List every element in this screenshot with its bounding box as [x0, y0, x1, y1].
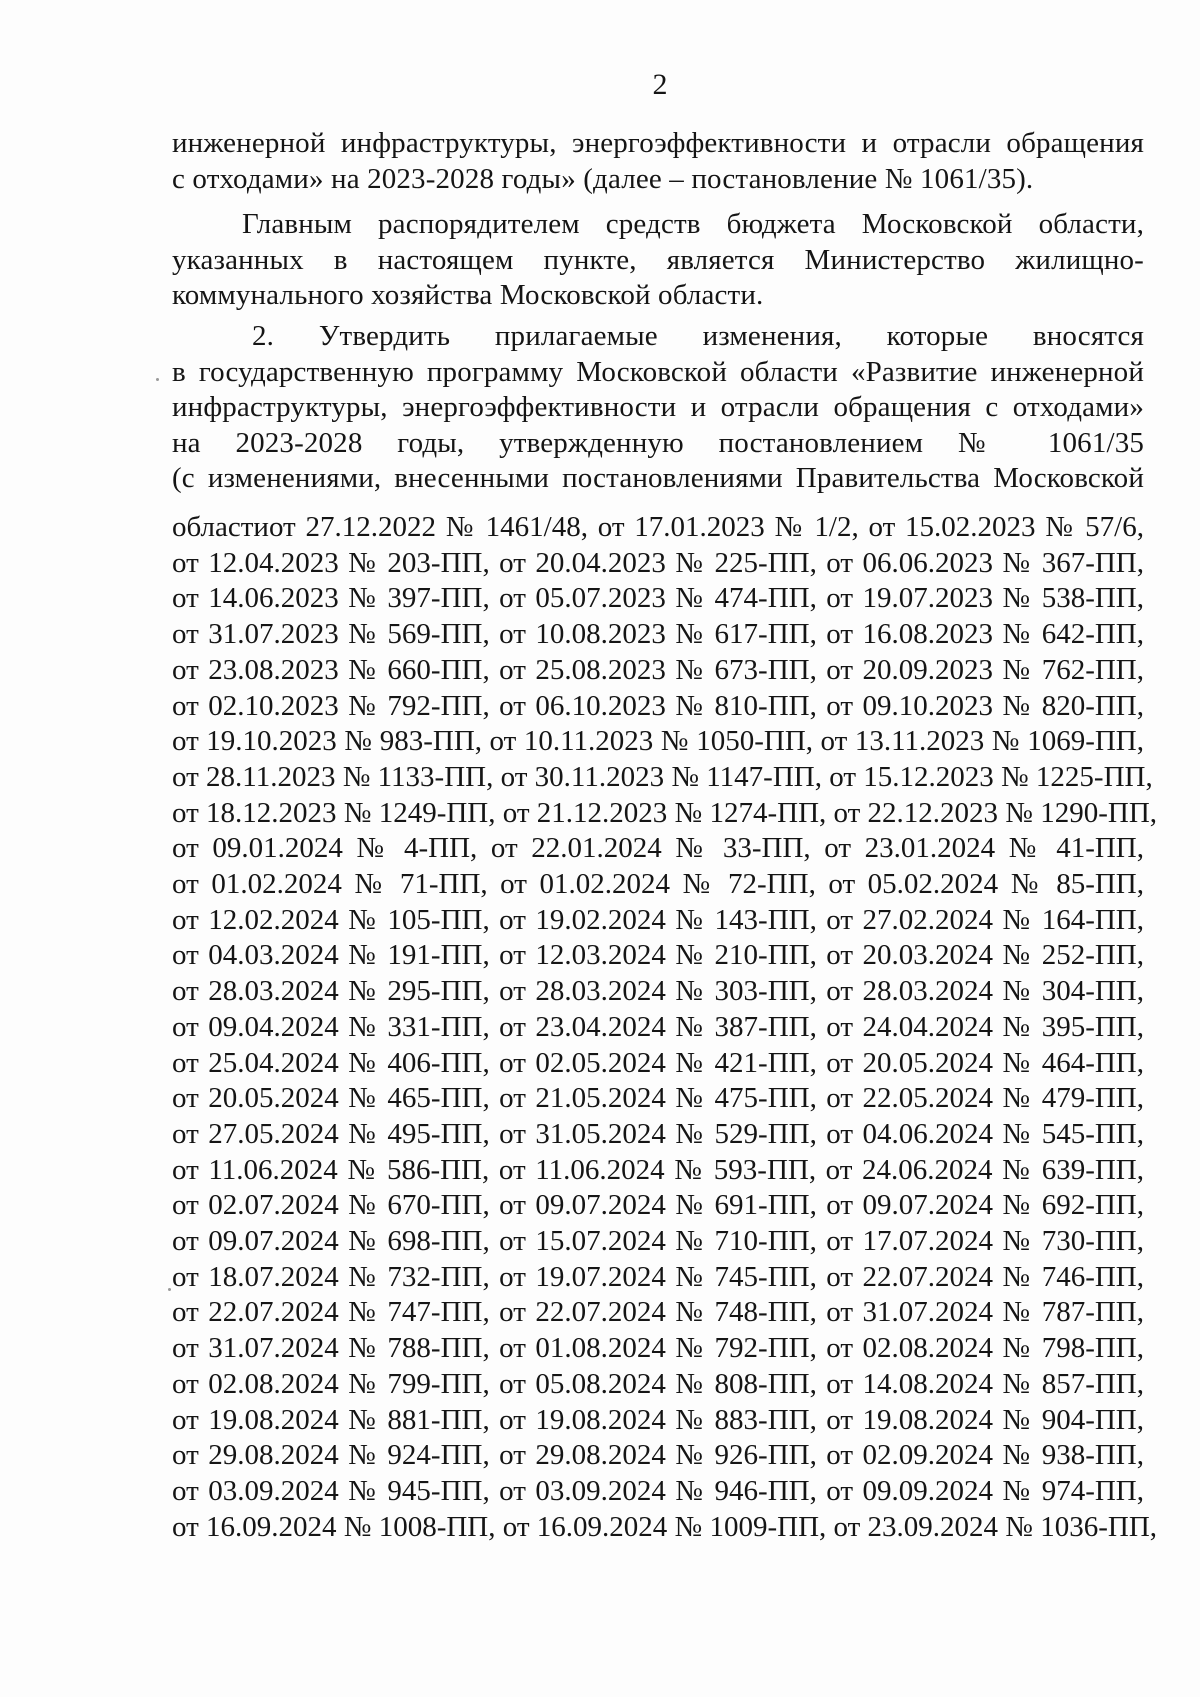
amendment-line: от 28.11.2023 № 1133-ПП, от 30.11.2023 № 1147-ПП, от 15.12.2023 № 1225-ПП, [172, 760, 1153, 793]
amendment-line: от 27.05.2024 № 495-ПП, от 31.05.2024 № 529-ПП, от 04.06.2024 № 545-ПП, [172, 1117, 1144, 1150]
paragraph-line: 2. Утвердить прилагаемые изменения, которые вносятся [252, 320, 1144, 352]
amendment-line: от 31.07.2023 № 569-ПП, от 10.08.2023 № 617-ПП, от 16.08.2023 № 642-ПП, [172, 618, 1144, 651]
paragraph-line: инфраструктуры, энергоэффективности и отрасли обращения с отходами» [172, 391, 1144, 423]
amendment-line: от 04.03.2024 № 191-ПП, от 12.03.2024 № 210-ПП, от 20.03.2024 № 252-ПП, [172, 939, 1144, 972]
amendment-line: от 23.08.2023 № 660-ПП, от 25.08.2023 № 673-ПП, от 20.09.2023 № 762-ПП, [172, 653, 1144, 686]
amendment-line: от 19.10.2023 № 983-ПП, от 10.11.2023 № 1050-ПП, от 13.11.2023 № 1069-ПП, [172, 725, 1144, 758]
amendment-line: от 18.07.2024 № 732-ПП, от 19.07.2024 № 745-ПП, от 22.07.2024 № 746-ПП, [172, 1260, 1144, 1293]
amendment-line: областиот 27.12.2022 № 1461/48, от 17.01.2023 № 1/2, от 15.02.2023 № 57/6, [172, 511, 1144, 543]
amendment-line: от 02.10.2023 № 792-ПП, от 06.10.2023 № 810-ПП, от 09.10.2023 № 820-ПП, [172, 689, 1144, 722]
amendment-line: от 31.07.2024 № 788-ПП, от 01.08.2024 № 792-ПП, от 02.08.2024 № 798-ПП, [172, 1332, 1144, 1365]
amendment-line: от 20.05.2024 № 465-ПП, от 21.05.2024 № 475-ПП, от 22.05.2024 № 479-ПП, [172, 1082, 1144, 1115]
scan-speck [156, 378, 159, 381]
paragraph-line: коммунального хозяйства Московской области. [172, 279, 764, 311]
amendment-line: от 18.12.2023 № 1249-ПП, от 21.12.2023 № 1274-ПП, от 22.12.2023 № 1290-ПП, [172, 796, 1158, 829]
amendment-line: от 25.04.2024 № 406-ПП, от 02.05.2024 № 421-ПП, от 20.05.2024 № 464-ПП, [172, 1046, 1144, 1079]
amendment-line: от 09.07.2024 № 698-ПП, от 15.07.2024 № 710-ПП, от 17.07.2024 № 730-ПП, [172, 1225, 1144, 1258]
paragraph-line: (с изменениями, внесенными постановлениями Правительства Московской [172, 462, 1144, 494]
paragraph-continuation [172, 126, 1144, 197]
amendment-line: от 12.04.2023 № 203-ПП, от 20.04.2023 № 225-ПП, от 06.06.2023 № 367-ПП, [172, 546, 1144, 579]
amendments-list [172, 510, 1158, 1545]
page-number: 2 [652, 68, 668, 101]
paragraph-line: указанных в настоящем пункте, является Министерство жилищно- [172, 243, 1144, 276]
amendment-line: от 19.08.2024 № 881-ПП, от 19.08.2024 № 883-ПП, от 19.08.2024 № 904-ПП, [172, 1403, 1144, 1436]
paragraph-line: с отходами» на 2023-2028 годы» (далее – постановление № 1061/35). [172, 162, 1034, 195]
paragraph-line: в государственную программу Московской области «Развитие инженерной [172, 355, 1144, 388]
amendment-line: от 28.03.2024 № 295-ПП, от 28.03.2024 № 303-ПП, от 28.03.2024 № 304-ПП, [172, 975, 1144, 1008]
amendment-line: от 29.08.2024 № 924-ПП, от 29.08.2024 № 926-ПП, от 02.09.2024 № 938-ПП, [172, 1439, 1144, 1472]
amendment-line: от 11.06.2024 № 586-ПП, от 11.06.2024 № 593-ПП, от 24.06.2024 № 639-ПП, [172, 1153, 1144, 1186]
amendment-line: от 09.01.2024 № 4-ПП, от 22.01.2024 № 33-ПП, от 23.01.2024 № 41-ПП, [172, 832, 1144, 865]
amendment-line: от 22.07.2024 № 747-ПП, от 22.07.2024 № 748-ПП, от 31.07.2024 № 787-ПП, [172, 1296, 1144, 1329]
paragraph-line: Главным распорядителем средств бюджета Московской области, [242, 208, 1144, 240]
paragraph-line: инженерной инфраструктуры, энергоэффективности и отрасли обращения [172, 127, 1144, 159]
amendment-line: от 03.09.2024 № 945-ПП, от 03.09.2024 № 946-ПП, от 09.09.2024 № 974-ПП, [172, 1474, 1144, 1507]
scan-speck [168, 1288, 171, 1291]
amendment-line: от 16.09.2024 № 1008-ПП, от 16.09.2024 № 1009-ПП, от 23.09.2024 № 1036-ПП, [172, 1510, 1158, 1543]
amendment-line: от 09.04.2024 № 331-ПП, от 23.04.2024 № 387-ПП, от 24.04.2024 № 395-ПП, [172, 1010, 1144, 1043]
amendment-line: от 02.08.2024 № 799-ПП, от 05.08.2024 № 808-ПП, от 14.08.2024 № 857-ПП, [172, 1367, 1144, 1400]
amendment-line: от 14.06.2023 № 397-ПП, от 05.07.2023 № 474-ПП, от 19.07.2023 № 538-ПП, [172, 582, 1144, 615]
paragraph-line: на 2023-2028 годы, утвержденную постановлением № 1061/35 [172, 426, 1144, 459]
amendment-line: от 02.07.2024 № 670-ПП, от 09.07.2024 № 691-ПП, от 09.07.2024 № 692-ПП, [172, 1189, 1144, 1222]
amendment-line: от 01.02.2024 № 71-ПП, от 01.02.2024 № 72-ПП, от 05.02.2024 № 85-ПП, [172, 868, 1144, 901]
paragraph-approve-changes [172, 319, 1144, 497]
amendment-line: от 12.02.2024 № 105-ПП, от 19.02.2024 № 143-ПП, от 27.02.2024 № 164-ПП, [172, 903, 1144, 936]
paragraph-budget-manager [172, 207, 1144, 314]
